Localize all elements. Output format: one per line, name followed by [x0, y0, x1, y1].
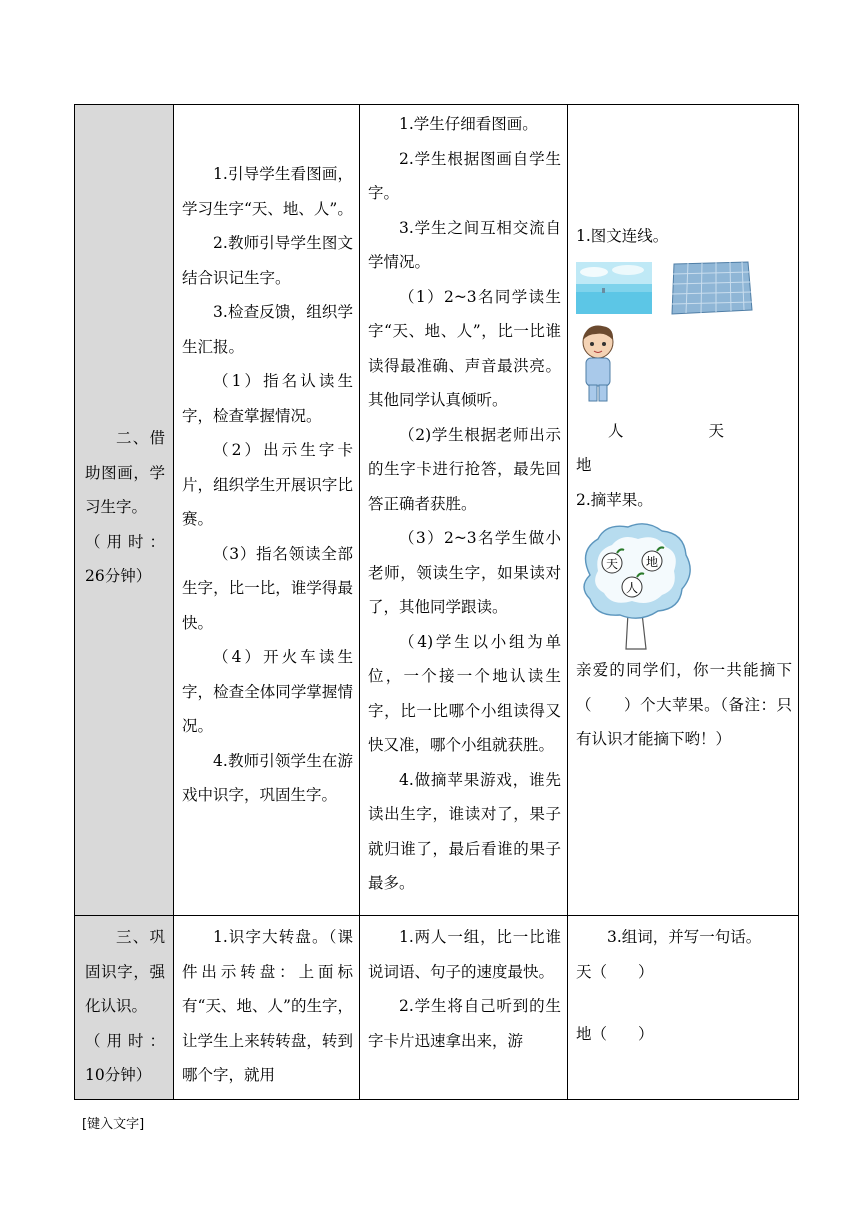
sky-picture — [576, 262, 652, 314]
match-pictures — [576, 254, 792, 414]
stage-time: （用时：26分钟） — [85, 532, 165, 585]
teacher-step: 2.教师引导学生图文结合识记生字。 — [182, 234, 353, 287]
student-step: 2.学生将自己听到的生字卡片迅速拿出来，游 — [368, 997, 561, 1050]
apple-char: 天 — [605, 557, 619, 571]
student-step: 2.学生根据图画自学生字。 — [368, 149, 561, 202]
footer-placeholder: [键入文字] — [82, 1117, 145, 1132]
student-activity-cell — [360, 105, 568, 916]
match-words — [576, 414, 792, 449]
apple-char: 人 — [625, 581, 639, 595]
table-row — [75, 916, 799, 1100]
teacher-activity-cell — [174, 916, 360, 1100]
word-di: 地 — [576, 456, 592, 474]
task-word-heading: 3.组词，并写一句话。 — [607, 928, 762, 946]
teacher-step: 1.识字大转盘。（课件出示转盘：上面标有“天、地、人”的生字，让学生上来转转盘，转到哪个字，就用 — [182, 928, 353, 1084]
table-row — [75, 105, 799, 916]
word-tian: 天 — [708, 421, 724, 440]
student-step: （2)学生根据老师出示的生字卡进行抢答，最先回答正确者获胜。 — [368, 425, 561, 513]
stage-title: 三、巩固识字，强化认识。 — [85, 928, 165, 1015]
teacher-step: （4）开火车读生字，检查全体同学掌握情况。 — [182, 648, 353, 735]
apple-char: 地 — [645, 555, 659, 569]
task-match-heading: 1.图文连线。 — [576, 227, 669, 245]
stage-cell — [75, 105, 174, 916]
stage-cell — [75, 916, 174, 1100]
stage-time: （用时：10分钟） — [85, 1031, 165, 1084]
teacher-step: 1.引导学生看图画，学习生字“天、地、人”。 — [182, 165, 353, 218]
student-activity-cell — [360, 916, 568, 1100]
exercise-cell — [568, 105, 799, 916]
exercise-cell — [568, 916, 799, 1100]
word-ren: 人 — [608, 421, 624, 440]
lesson-plan-table — [74, 104, 799, 1100]
boy-picture — [576, 322, 620, 404]
student-step: （4)学生以小组为单位，一个接一个地认读生字，比一比哪个小组读得又快又准，哪个小组就获胜。 — [368, 632, 561, 754]
teacher-step: （2）出示生字卡片，组织学生开展识字比赛。 — [182, 441, 353, 528]
quilt-picture — [668, 260, 754, 316]
teacher-activity-cell — [174, 105, 360, 916]
di-blank: 地（ ） — [576, 1025, 654, 1043]
teacher-step: （1）指名认读生字，检查掌握情况。 — [182, 372, 353, 425]
teacher-step: （3）指名领读全部生字，比一比，谁学得最快。 — [182, 544, 353, 632]
student-step: 4.做摘苹果游戏，谁先读出生字，谁读对了，果子就归谁了，最后看谁的果子最多。 — [368, 770, 561, 892]
apple-tree-picture — [576, 521, 694, 651]
apple-question: 亲爱的同学们，你一共能摘下（ ）个大苹果。（备注：只有认识才能摘下哟！） — [576, 661, 792, 748]
student-step: 3.学生之间互相交流自学情况。 — [368, 218, 561, 271]
student-step: （1）2~3名同学读生字“天、地、人”，比一比谁读得最准确、声音最洪亮。其他同学认真倾听。 — [368, 287, 561, 409]
teacher-step: 3.检查反馈，组织学生汇报。 — [182, 303, 353, 356]
stage-title: 二、借助图画，学习生字。 — [85, 429, 165, 516]
student-step: 1.两人一组，比一比谁说词语、句子的速度最快。 — [368, 928, 561, 981]
tian-blank: 天（ ） — [576, 962, 654, 981]
teacher-step: 4.教师引领学生在游戏中识字，巩固生字。 — [182, 751, 353, 804]
student-step: （3）2~3名学生做小老师，领读生字，如果读对了，其他同学跟读。 — [368, 529, 561, 616]
task-apple-heading: 2.摘苹果。 — [576, 490, 653, 509]
student-step: 1.学生仔细看图画。 — [399, 115, 538, 133]
